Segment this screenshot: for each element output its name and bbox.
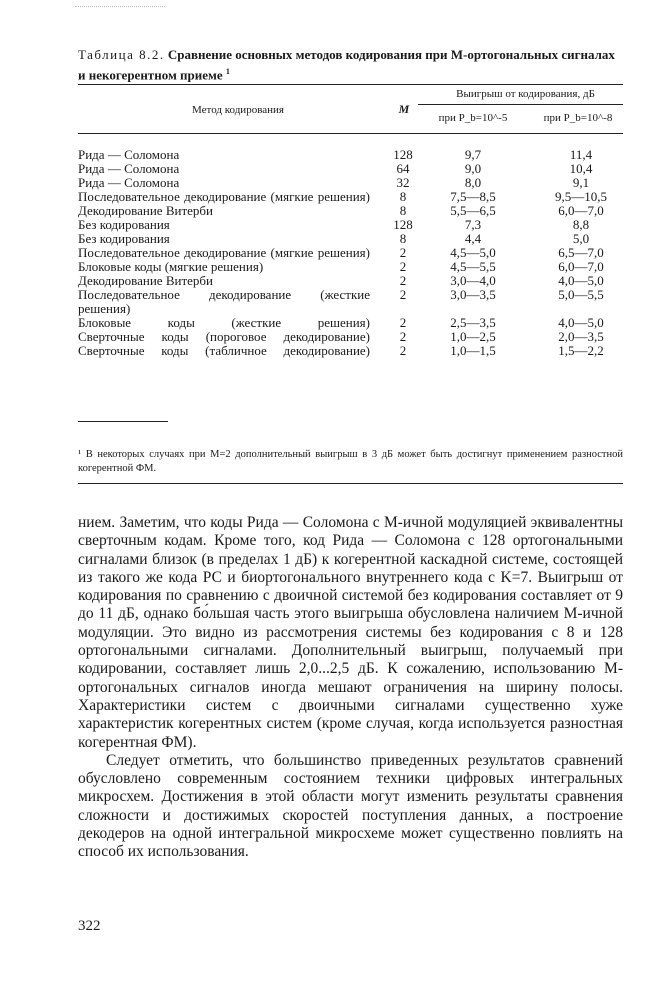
table-row	[78, 274, 623, 288]
cell-m: 128	[393, 217, 413, 232]
cell-m: 2	[399, 329, 407, 344]
cell-method: Рида — Соломона	[78, 175, 180, 190]
cell-gain-2: 9,5—10,5	[555, 189, 607, 204]
cell-gain-2: 6,0—7,0	[558, 259, 604, 274]
footnote-end-rule	[78, 483, 623, 484]
header-m: M	[398, 102, 410, 116]
header-gain: Выигрыш от кодирования, дБ	[456, 88, 595, 100]
body-text	[78, 514, 623, 862]
cell-method: Последовательное декодирование (жесткие решения)	[78, 287, 370, 316]
table-caption-text: Сравнение основных методов кодирования при M-ортогональных сигналах и некогерентном приеме	[78, 47, 615, 83]
cell-gain-2: 4,0—5,0	[558, 273, 604, 288]
table-row	[78, 288, 623, 316]
cell-method: Блоковые коды (мягкие решения)	[78, 259, 264, 274]
cell-method: Декодирование Витерби	[78, 203, 213, 218]
cell-m: 8	[399, 203, 407, 218]
footnote-rule	[78, 421, 168, 422]
cell-gain-2: 6,0—7,0	[558, 203, 604, 218]
caption-footnote-mark: 1	[225, 67, 230, 76]
cell-method: Последовательное декодирование (мягкие решения)	[78, 189, 370, 204]
cell-method: Блоковые коды (жесткие решения)	[78, 315, 370, 330]
table-row	[78, 344, 623, 358]
page-number: 322	[78, 918, 101, 934]
table-row	[78, 316, 623, 330]
cell-gain-2: 4,0—5,0	[558, 315, 604, 330]
table-top-rule	[78, 84, 623, 85]
cell-method: Сверточные коды (табличное декодирование)	[78, 343, 370, 358]
cell-gain-1: 9,0	[464, 161, 482, 176]
cell-gain-1: 8,0	[464, 175, 482, 190]
cell-gain-1: 3,0—4,0	[450, 273, 496, 288]
page	[78, 0, 623, 1000]
table-row	[78, 218, 623, 232]
table-header-rule	[78, 133, 623, 134]
cell-gain-2: 10,4	[569, 161, 593, 176]
cell-gain-2: 6,5—7,0	[558, 245, 604, 260]
cell-m: 2	[399, 287, 407, 302]
cell-m: 8	[399, 189, 407, 204]
table-footnote: ¹ В некоторых случаях при M=2 дополнительный выигрыш в 3 дБ может быть достигнут применением разностной когерентной ФМ.	[78, 449, 623, 474]
cell-m: 64	[396, 161, 410, 176]
cell-gain-2: 5,0	[572, 231, 590, 246]
table-row	[78, 246, 623, 260]
cell-gain-2: 2,0—3,5	[558, 329, 604, 344]
cell-method: Без кодирования	[78, 217, 170, 232]
cell-method: Без кодирования	[78, 231, 170, 246]
header-p1: при P_b=10^-5	[438, 112, 508, 124]
cell-gain-2: 1,5—2,2	[558, 343, 604, 358]
table-row	[78, 176, 623, 190]
cell-m: 8	[399, 231, 407, 246]
cell-m: 2	[399, 245, 407, 260]
cell-gain-1: 2,5—3,5	[450, 315, 496, 330]
cell-gain-1: 3,0—3,5	[450, 287, 496, 302]
paragraph-2: Следует отметить, что большинство приведенных результатов сравнений обусловлено современным состоянием техники цифровых интегральных микросхем. Достижения в этой области могут изменить результаты сравнения сложности и достижимых скоростей поступления данных, а построение декодеров на одной интегральной микросхеме может существенно повлиять на способ их использования.	[78, 751, 623, 861]
cell-gain-1: 4,5—5,0	[450, 245, 496, 260]
cell-method: Последовательное декодирование (мягкие решения)	[78, 245, 370, 260]
table-row	[78, 330, 623, 344]
cell-gain-1: 5,5—6,5	[450, 203, 496, 218]
cell-gain-1: 4,4	[464, 231, 482, 246]
table-caption	[78, 46, 623, 83]
cell-method: Рида — Соломона	[78, 147, 180, 162]
cell-m: 128	[393, 147, 413, 162]
table-body	[78, 148, 623, 358]
cell-gain-2: 9,1	[572, 175, 590, 190]
paragraph-1: нием. Заметим, что коды Рида — Соломона с M-ичной модуляцией эквивалентны сверточным кодам. Кроме того, код Рида — Соломона с 128 ортогональными сигналами близок (в пределах 1 дБ) к когерентной каскадной системе, состоящей из такого же кода РС и биортогонального внутреннего кода с K=7. Выигрыш от кодирования по сравнению с двоичной системой без кодирования составляет от 9 до 11 дБ, однако бо́льшая часть этого выигрыша обусловлена наличием M-ичной модуляции. Это видно из рассмотрения системы без кодирования с 8 и 128 ортогональными сигналами. Дополнительный выигрыш, получаемый при кодировании, составляет лишь 2,0...2,5 дБ. К сожалению, использованию M-ортогональных сигналов иногда мешают ограничения на ширину полосы. Характеристики систем с двоичными сигналами существенно хуже характеристик когерентных систем (кроме случая, когда используется разностная когерентная ФМ).	[78, 514, 623, 751]
cell-gain-2: 8,8	[572, 217, 590, 232]
cell-gain-1: 1,0—2,5	[450, 329, 496, 344]
cell-m: 2	[399, 273, 407, 288]
cell-method: Рида — Соломона	[78, 161, 180, 176]
cell-gain-2: 5,0—5,5	[558, 287, 604, 302]
cell-method: Сверточные коды (пороговое декодирование)	[78, 329, 370, 344]
cell-gain-1: 7,3	[464, 217, 482, 232]
cell-m: 2	[399, 259, 407, 274]
cell-gain-1: 7,5—8,5	[450, 189, 496, 204]
table-row	[78, 260, 623, 274]
table-row	[78, 148, 623, 162]
cell-m: 32	[396, 175, 410, 190]
cell-m: 2	[399, 343, 407, 358]
header-p2: при P_b=10^-8	[543, 112, 613, 124]
cell-gain-1: 4,5—5,5	[450, 259, 496, 274]
cell-method: Декодирование Витерби	[78, 273, 213, 288]
cell-gain-2: 11,4	[569, 147, 593, 162]
cell-gain-1: 1,0—1,5	[450, 343, 496, 358]
table-row	[78, 190, 623, 204]
table-label: Таблица 8.2.	[78, 47, 165, 62]
cell-m: 2	[399, 315, 407, 330]
table-row	[78, 232, 623, 246]
header-method: Метод кодирования	[192, 104, 284, 116]
table-row	[78, 162, 623, 176]
gain-header-rule	[418, 104, 623, 105]
cell-gain-1: 9,7	[464, 147, 482, 162]
table-row	[78, 204, 623, 218]
